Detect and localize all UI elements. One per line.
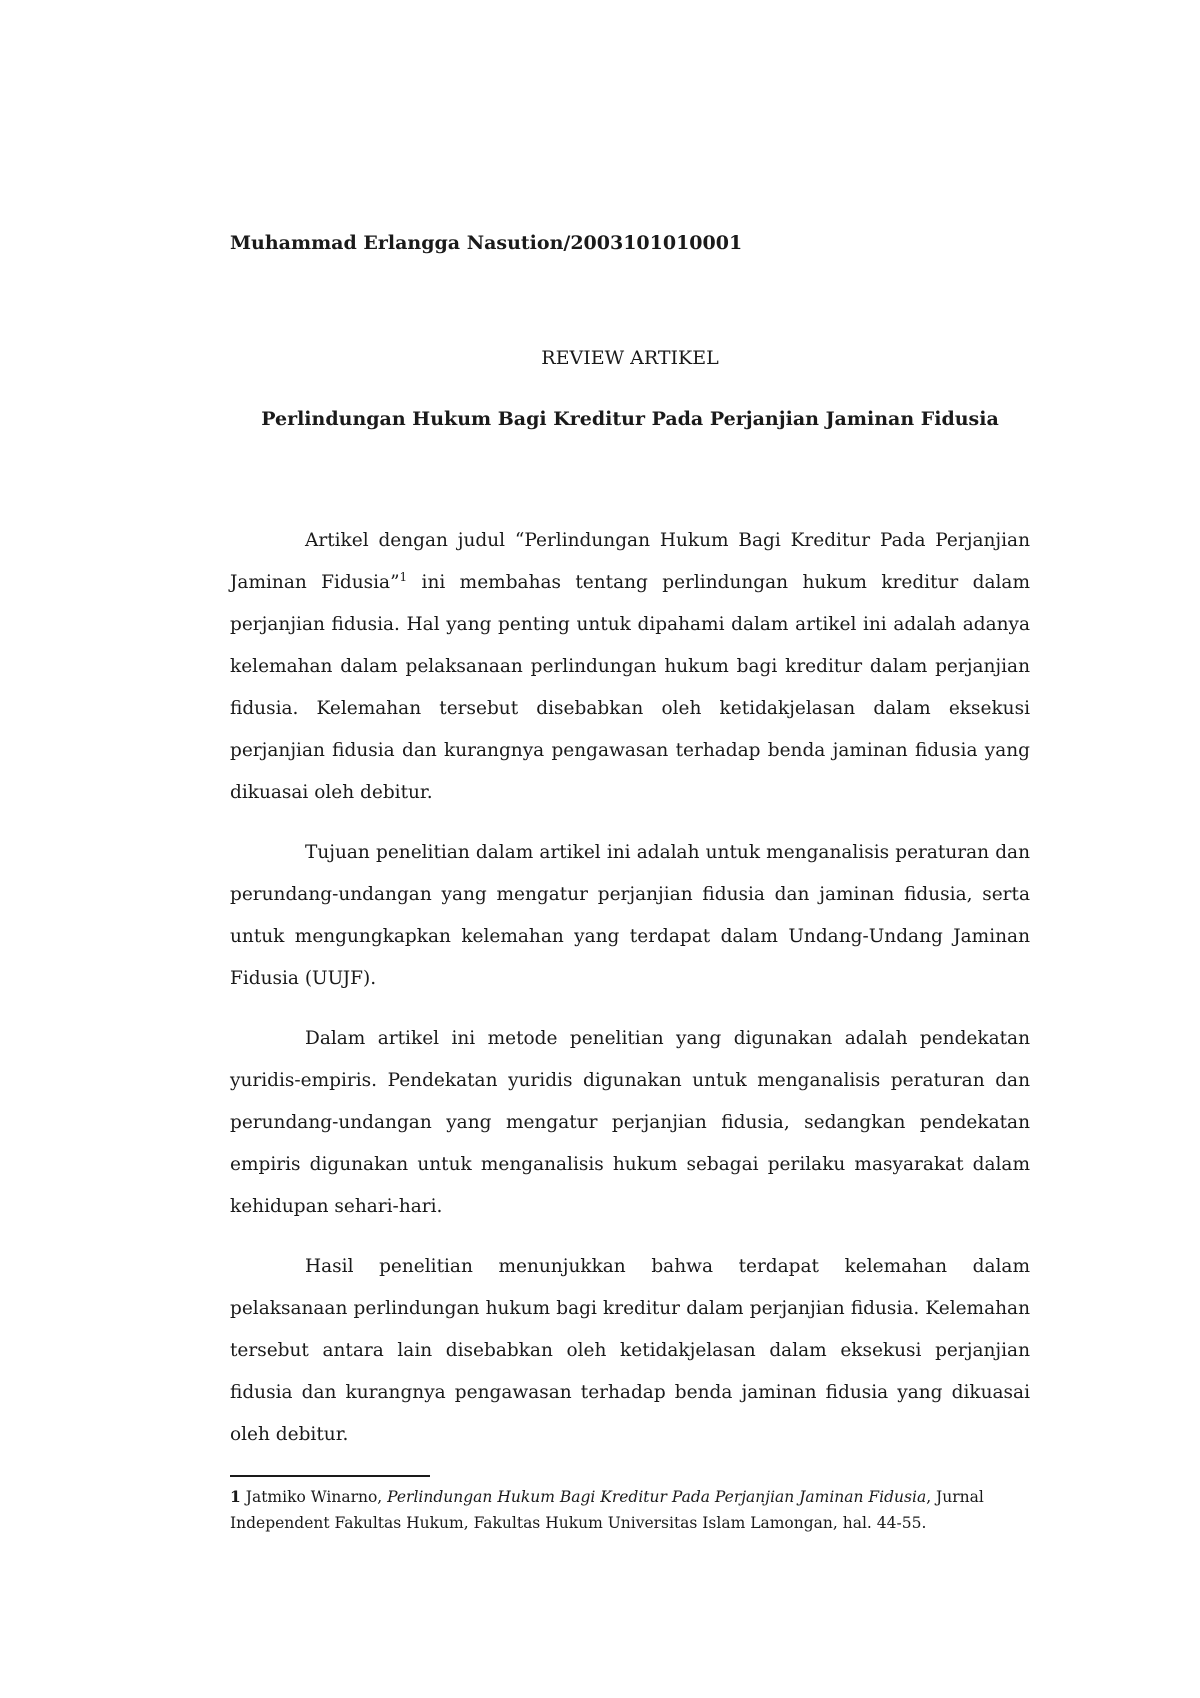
footnote-author: Jatmiko Winarno, <box>245 1488 388 1506</box>
footnote-reference: 1 <box>399 569 408 584</box>
paragraph-1 <box>230 520 1030 814</box>
footnote-number: 1 <box>230 1487 241 1506</box>
review-body <box>230 520 1030 1474</box>
article-title: Perlindungan Hukum Bagi Kreditur Pada Perjanjian Jaminan Fidusia <box>261 408 999 430</box>
paragraph-3: Dalam artikel ini metode penelitian yang digunakan adalah pendekatan yuridis-empiris. Pendekatan yuridis digunakan untuk menganalisis peraturan dan perundang-undangan yang mengatur perjanjian fidusia, sedangkan pendekatan empiris digunakan untuk menganalisis hukum sebagai perilaku masyarakat dalam kehidupan sehari-hari. <box>230 1028 1030 1217</box>
paragraph-2: Tujuan penelitian dalam artikel ini adalah untuk menganalisis peraturan dan perundang-undangan yang mengatur perjanjian fidusia dan jaminan fidusia, serta untuk mengungkapkan kelemahan yang terdapat dalam Undang-Undang Jaminan Fidusia (UUJF). <box>230 842 1030 989</box>
footnote-separator <box>230 1475 430 1477</box>
paragraph-1-text-b: ini membahas tentang perlindungan hukum kreditur dalam perjanjian fidusia. Hal yang penting untuk dipahami dalam artikel ini adalah adanya kelemahan dalam pelaksanaan perlindungan hukum bagi kreditur dalam perjanjian fidusia. Kelemahan tersebut disebabkan oleh ketidakjelasan dalam eksekusi perjanjian fidusia dan kurangnya pengawasan terhadap benda jaminan fidusia yang dikuasai oleh debitur. <box>230 572 1030 803</box>
author-line: Muhammad Erlangga Nasution/2003101010001 <box>230 232 743 254</box>
paragraph-4: Hasil penelitian menunjukkan bahwa terdapat kelemahan dalam pelaksanaan perlindungan hukum bagi kreditur dalam perjanjian fidusia. Kelemahan tersebut antara lain disebabkan oleh ketidakjelasan dalam eksekusi perjanjian fidusia dan kurangnya pengawasan terhadap benda jaminan fidusia yang dikuasai oleh debitur. <box>230 1256 1030 1445</box>
review-heading: REVIEW ARTIKEL <box>541 347 719 369</box>
footnote-source-title: Perlindungan Hukum Bagi Kreditur Pada Perjanjian Jaminan Fidusia <box>387 1488 927 1506</box>
paragraph-1-text-a: Artikel dengan judul “Perlindungan Hukum Bagi Kreditur Pada Perjanjian Jaminan Fidusia” <box>230 530 1030 593</box>
footnote <box>230 1484 1030 1536</box>
footnote-source-details: , Jurnal Independent Fakultas Hukum, Fakultas Hukum Universitas Islam Lamongan, hal. 44-55. <box>230 1488 984 1532</box>
